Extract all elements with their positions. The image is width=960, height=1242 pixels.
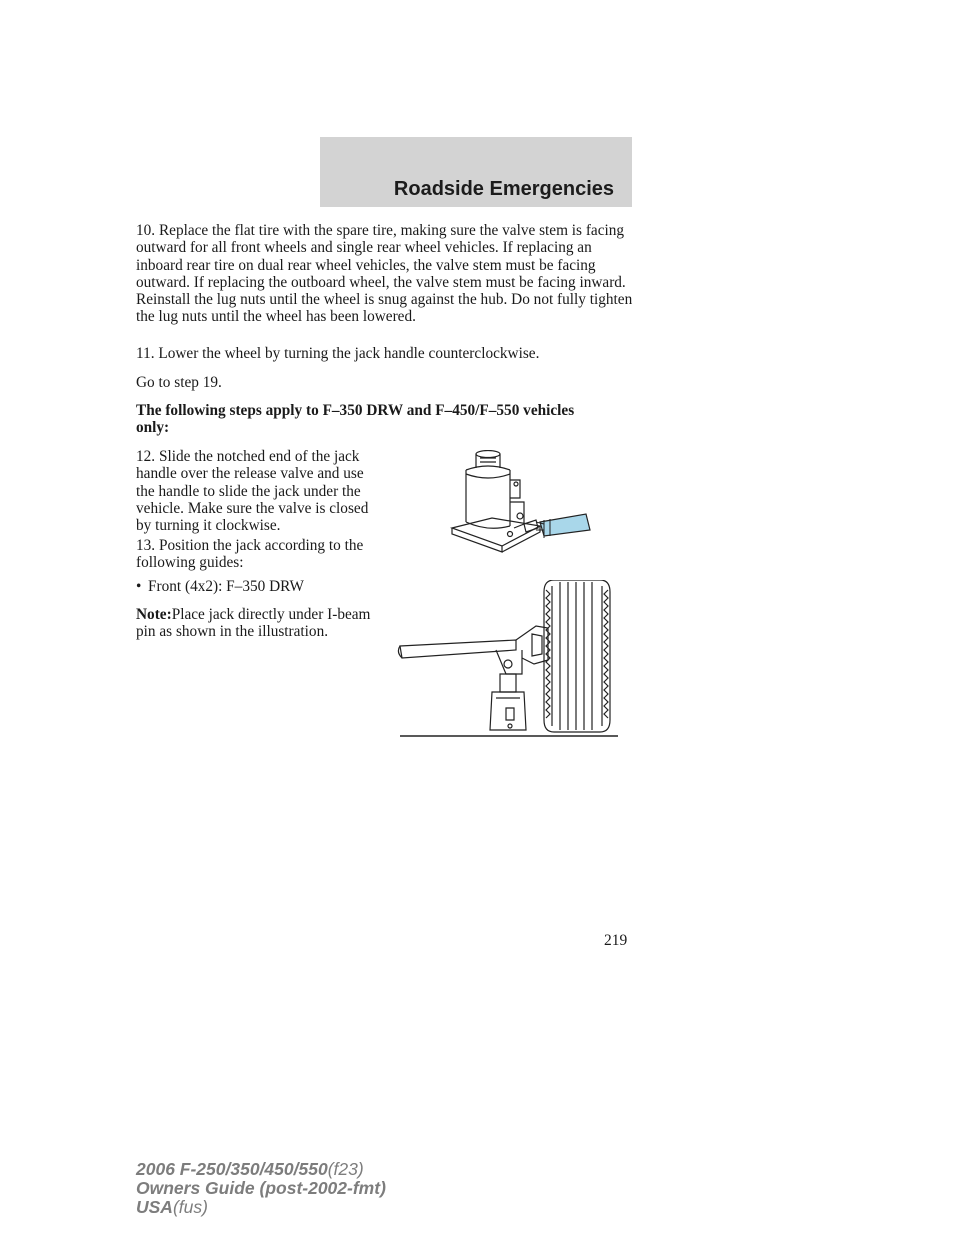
jack-release-valve-illustration <box>440 450 610 570</box>
section-title: Roadside Emergencies <box>393 178 614 200</box>
document-footer <box>136 1160 386 1217</box>
bullet-text: Front (4x2): F–350 DRW <box>148 578 304 595</box>
step-12-text: 12. Slide the notched end of the jack handle over the release valve and use the handle to slide the jack under the vehicle. Make sure the valve is closed by turning it clockwise. <box>136 448 369 535</box>
jack-under-i-beam-illustration <box>396 580 622 740</box>
page-number: 219 <box>604 932 628 949</box>
note-label: Note: <box>136 606 172 623</box>
step-11-text: 11. Lower the wheel by turning the jack handle counterclockwise. <box>136 345 540 362</box>
footer-region: USA <box>136 1197 173 1217</box>
step-10-text: 10. Replace the flat tire with the spare tire, making sure the valve stem is facing outward for all front wheels and single rear wheel vehicles. If replacing an inboard rear tire on dual rear wheel vehicles, the valve stem must be facing outward. If replacing the outboard wheel, the valve stem must be facing inward. Reinstall the lug nuts until the wheel is snug against the hub. Do not fully tighten the lug nuts until the wheel has been lowered. <box>136 222 633 326</box>
step-13-text: 13. Position the jack according to the following guides: <box>136 537 364 572</box>
note-paragraph <box>136 606 384 641</box>
footer-model-code: (f23) <box>327 1159 364 1179</box>
bullet-icon: • <box>136 578 142 595</box>
drw-steps-heading: The following steps apply to F–350 DRW and F–450/F–550 vehicles only: <box>136 402 575 437</box>
footer-model: 2006 F-250/350/450/550 <box>136 1159 328 1179</box>
footer-guide: Owners Guide (post-2002-fmt) <box>136 1178 386 1198</box>
note-text: Place jack directly under I-beam pin as shown in the illustration. <box>136 606 371 641</box>
section-header-band <box>320 137 632 207</box>
footer-region-code: (fus) <box>172 1197 208 1217</box>
goto-step-text: Go to step 19. <box>136 374 222 391</box>
bullet-front-4x2 <box>136 578 384 595</box>
